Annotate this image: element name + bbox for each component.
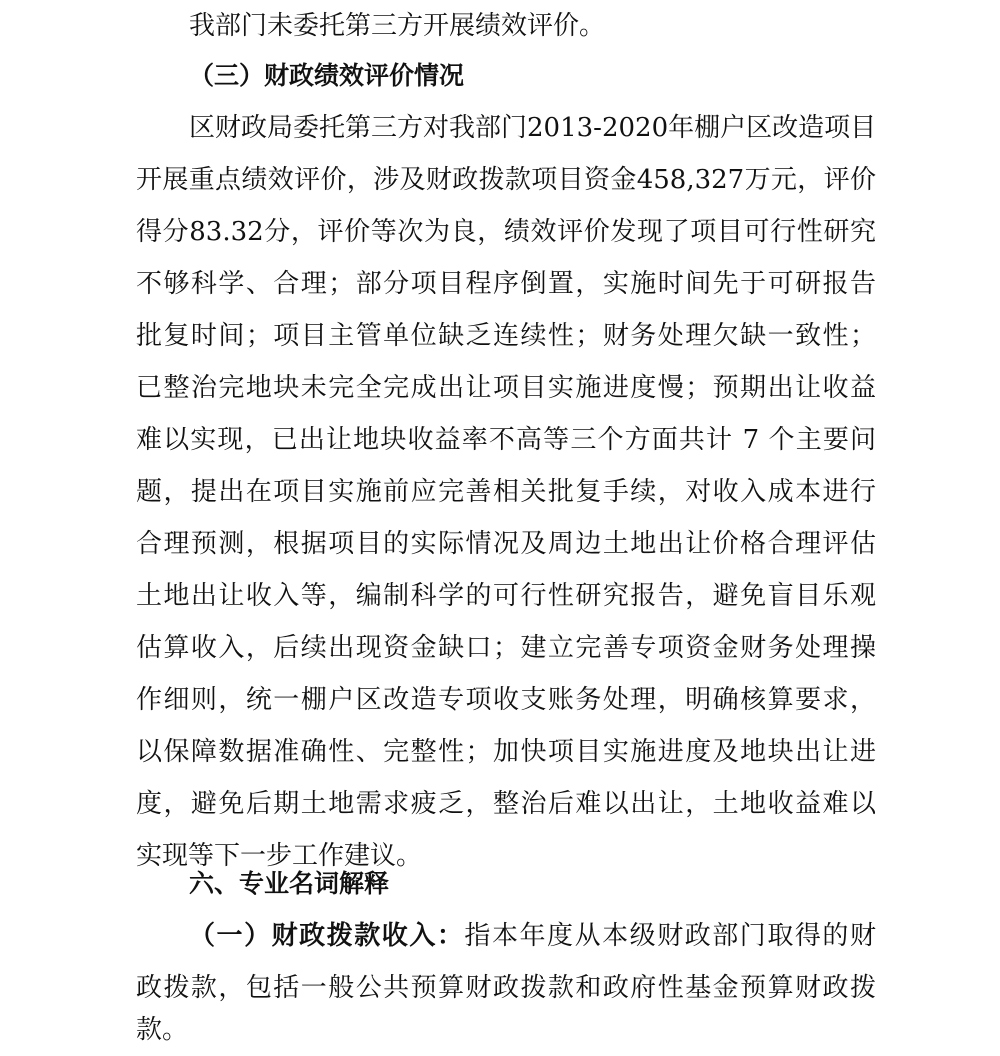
paragraph-line: 估算收入，后续出现资金缺口；建立完善专项资金财务处理操: [136, 633, 876, 663]
paragraph-line: 作细则，统一棚户区改造专项收支账务处理，明确核算要求，: [136, 685, 876, 715]
paragraph-line: 合理预测，根据项目的实际情况及周边土地出让价格合理评估: [136, 529, 876, 559]
term-definition-line: 款。: [136, 1015, 189, 1045]
term-definition-line: [189, 910, 876, 962]
paragraph-line: 已整治完地块未完全完成出让项目实施进度慢；预期出让收益: [136, 373, 876, 403]
paragraph-line: 题，提出在项目实施前应完善相关批复手续，对收入成本进行: [136, 477, 876, 507]
paragraph-line: 区财政局委托第三方对我部门2013-2020年棚户区改造项目: [189, 113, 876, 143]
paragraph-line: 批复时间；项目主管单位缺乏连续性；财务处理欠缺一致性；: [136, 321, 876, 351]
paragraph-line: 土地出让收入等，编制科学的可行性研究报告，避免盲目乐观: [136, 581, 876, 611]
section-heading: 六、专业名词解释: [189, 869, 390, 898]
paragraph-line: 以保障数据准确性、完整性；加快项目实施进度及地块出让进: [136, 737, 876, 767]
paragraph-line: 难以实现，已出让地块收益率不高等三个方面共计 7 个主要问: [136, 425, 876, 455]
term-definition-text: 指本年度从本级财政部门取得的财: [464, 921, 876, 951]
paragraph-line: 开展重点绩效评价，涉及财政拨款项目资金458,327万元，评价: [136, 165, 876, 195]
paragraph-line: 得分83.32分，评价等次为良，绩效评价发现了项目可行性研究: [136, 217, 876, 247]
paragraph-line: 度，避免后期土地需求疲乏，整治后难以出让，土地收益难以: [136, 789, 876, 819]
term-label: （一）财政拨款收入：: [189, 921, 465, 951]
term-definition-line: 政拨款，包括一般公共预算财政拨款和政府性基金预算财政拨: [136, 973, 876, 1003]
paragraph-line: 我部门未委托第三方开展绩效评价。: [189, 11, 606, 41]
paragraph-line: 不够科学、合理；部分项目程序倒置，实施时间先于可研报告: [136, 269, 876, 299]
section-heading: （三）财政绩效评价情况: [189, 61, 465, 90]
paragraph-line: 实现等下一步工作建议。: [136, 841, 423, 871]
